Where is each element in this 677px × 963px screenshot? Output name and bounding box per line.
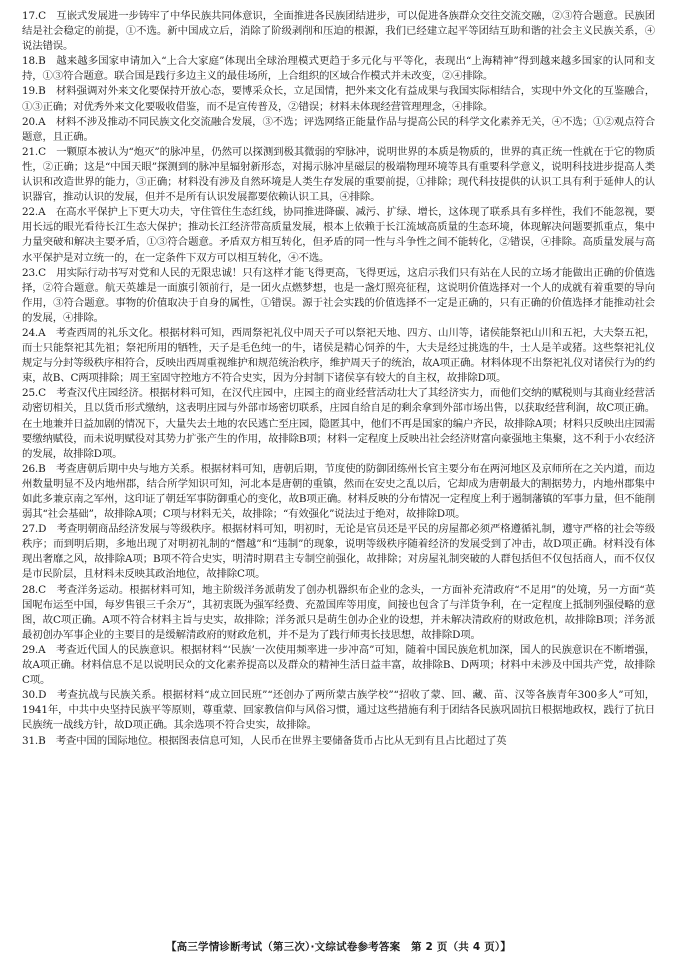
page-footer: 【高三学情诊断考试（第三次）·文综试卷参考答案 第 2 页（共 4 页）】 — [165, 941, 512, 953]
answer-19: 19.B 材料强调对外来文化要保持开放心态，要博采众长，立足国情，把外来文化有益成果与我国实际相结合，实现中外文化的互鉴融合，①③正确；对优秀外来文化要吸收借鉴，而不是宣传普及，②错误；材料未体现经营管理理念，④排除。 — [22, 85, 655, 113]
answer-30: 30.D 考查抗战与民族关系。根据材料“成立回民班”“还创办了两所蒙古族学校”“招收了蒙、回、藏、苗、汉等各族青年300多人”可知，1941年，中共中央坚持民族平等原则，尊重蒙、回家教信仰与风俗习惯，通过这些措施有利于团结各民族巩固抗日根据地政权，践行了抗日民族统一战线方针，故D项正确。其余选项不符合史实，故排除。 — [22, 689, 655, 732]
answer-31: 31.B 考查中国的国际地位。根据图表信息可知，人民币在世界主要储备货币占比从无到有且占比超过了英 — [22, 734, 507, 747]
answer-18: 18.B 越来越多国家申请加入“上合大家庭”体现出全球治理模式更趋于多元化与平等化，表现出“上海精神”得到越来越多国家的认同和支持，①③符合题意。联合国是践行多边主义的最佳场所，上合组织的区域合作模式并未改变，②④排除。 — [22, 55, 655, 83]
answer-22: 22.A 在高水平保护上下更大功夫，守住管住生态红线，协同推进降碳、减污、扩绿、增长，这体现了联系具有多样性，我们不能忽视，要用长远的眼光看待长江生态大保护；推动长江经济带高质量发展，根本上依赖于长江流域高质量的生态环境，体现解决问题要抓重点，集中力量突破和解决主要矛盾，①③符合题意。矛盾双方相互转化，但矛盾的同一性与斗争性之间不能转化，②错误，④排除。高质量发展与高水平保护是对立统一的，在一定条件下双方可以相互转化，④不选。 — [22, 206, 655, 264]
answer-24: 24.A 考查西周的礼乐文化。根据材料可知，西周祭祀礼仪中周天子可以祭祀天地、四方、山川等，诸侯能祭祀山川和五祀，大夫祭五祀，而士只能祭祀其先祖；祭祀所用的牺牲，天子是毛色纯一的牛，诸侯是精心饲养的牛，大夫是经过挑选的牛，士人是羊或猪。这些祭祀礼仪规定与分封等级秩序相符合，反映出西周重视维护和规范统治秩序，维护周天子的统治，故A项正确。材料体现不出祭祀礼仪对诸侯行为的约束，故B、C两项排除；周王室固守控地方不符合史实，因为分封制下诸侯享有较大的自主权，故排除D项。 — [22, 326, 655, 385]
answer-17: 17.C 互嵌式发展进一步铸牢了中华民族共同体意识，全面推进各民族团结进步，可以促进各族群众交往交流交融，②③符合题意。民族团结是社会稳定的前提，①不选。新中国成立后，消除了阶级剥削和压迫的根源，我们已经建立起平等团结互助和谐的社会主义民族关系，④说法错误。 — [22, 10, 655, 53]
answer-29: 29.A 考查近代国人的民族意识。根据材料“‘民族’一次使用频率进一步冲高”可知，随着中国民族危机加深，国人的民族意识在不断增强，故A项正确。材料信息不足以说明民众的文化素养提高以及群众的精神生活日益丰富，故排除B、D两项；材料中未涉及中国共产党，故排除C项。 — [22, 643, 655, 687]
answer-25: 25.C 考查汉代庄园经济。根据材料可知，在汉代庄园中，庄园主的商业经营活动壮大了其经济实力，而他们交纳的赋税则与其商业经营活动密切相关，且以货币形式缴纳，这表明庄园与外部市场密切联系，庄园自给自足的剩余拿到外部市场出售，以获取经营利润，故C项正确。在土地兼并日益加剧的情况下，大量失去土地的农民逃亡至庄园，隐匿其中，他们不再是国家的编户齐民，故排除A项；材料只反映出庄园需要缴纳赋役，而未说明赋役对其势力扩张产生的作用，故排除B项；材料一定程度上反映出社会经济财富向豪强地主集聚，这不利于小农经济的发展，故排除D项。 — [22, 387, 655, 460]
answer-23: 23.C 用实际行动书写对党和人民的无限忠诚！只有这样才能飞得更高，飞得更远，这启示我们只有站在人民的立场才能做出正确的价值选择，②符合题意。航天英雄是一面旗引领前行，是一团火点燃梦想，也是一盏灯照亮征程，这说明价值选择对一个人的成就有着重要的导向作用，③符合题意。事物的价值取决于自身的属性，①错误。源于社会实践的价值选择不一定是正确的，只有正确的价值选择才能推动社会的发展，④排除。 — [22, 266, 655, 324]
answer-20: 20.A 材料不涉及推动不同民族文化交流融合发展，③不选；评选网络正能量作品与提高公民的科学文化素养无关，④不选；①②观点符合题意，且正确。 — [22, 115, 655, 143]
answer-21: 21.C 一颗原本被认为“炮灭”的脉冲星，仍然可以探测到极其微弱的窄脉冲，说明世界的本质是物质的，世界的真正统一性就在于它的物质性，②正确；这是“中国天眼”探测到的脉冲星辐射新形态，对揭示脉冲星磁层的极端物理环境等具有重要科学意义，说明科技进步提高人类认识和改造世界的能力，③正确；材料没有涉及自然环境是人类生存发展的重要前提，①排除；现代科技提供的认识工具有利于延伸人的认识器官，推动认识的发展，但并不是所有认识发展都要依赖认识工具，④排除。 — [22, 145, 655, 204]
answer-27: 27.D 考查明朝商品经济发展与等级秩序。根据材料可知，明初时，无论是官员还是平民的房屋都必须严格遵循礼制，遵守严格的社会等级秩序；而到明后期，多地出现了对明初礼制的“僭越”和“违制”的现象，说明等级秩序随着经济的发展受到了冲击，故D项正确。材料没有体现出奢靡之风，故排除A项；B项不符合史实，明清时期君主专制空前强化，故排除；对房屋礼制突破的人群包括但不仅包括商人，而不仅仅是市民阶层，且材料未反映其政治地位，故排除C项。 — [22, 523, 655, 581]
answer-26: 26.B 考查唐朝后期中央与地方关系。根据材料可知，唐朝后期，节度使的防御团练州长官主要分布在两河地区及京师所在之关内道，而边州数量明显不及内地州郡，结合所学知识可知，河北本是唐朝的重镇，然而在安史之乱以后，它却成为唐朝最大的割据势力，内地州郡集中如此多兼京南之军州，这印证了朝廷军事防御重心的变化，故B项正确。材料反映的分布情况一定程度上利于遏制藩镇的军事力量，但不能削弱其“社会基础”，故排除A项；C项与材料无关，故排除；“有效强化”说法过于绝对，故排除D项。 — [22, 462, 655, 521]
answer-28: 28.C 考查洋务运动。根据材料可知，地主阶级洋务派萌发了创办机器织布企业的念头，一方面补充清政府“不足用”的处境，另一方面“英国呢布运至中国，每岁售银三千余万”，其初衷既为强军经费、充盈国库等用度，间接也包含了与洋货争利，在一定程度上抵制列强侵略的意图，故C项正确。A项不符合材料主旨与史实，故排除；洋务派只是萌生创办企业的设想，并未解决清政府的财政危机，故排除B项；洋务派最初创办军事企业的主要目的是缓解清政府的财政危机，并不是为了践行师夷长技思想，故排除D项。 — [22, 583, 655, 641]
